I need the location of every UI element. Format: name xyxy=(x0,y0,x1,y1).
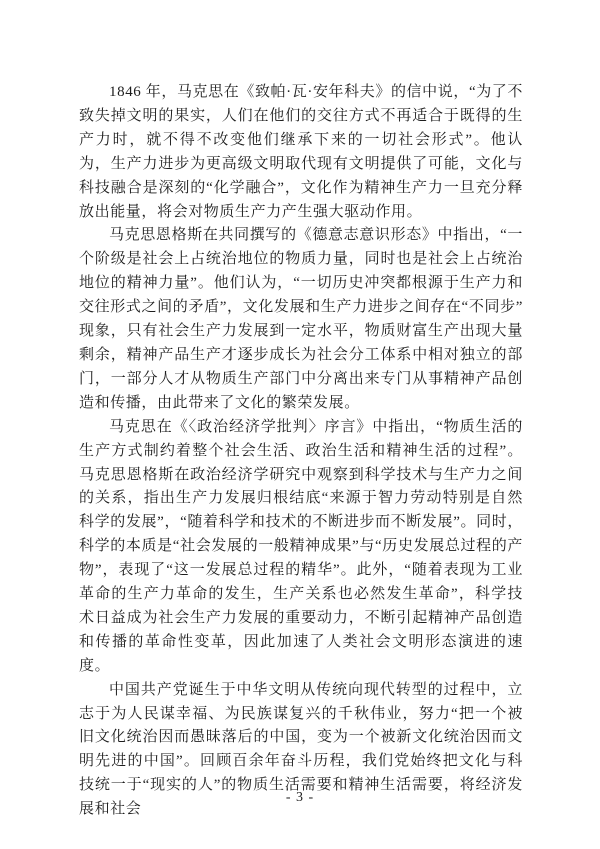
paragraph-3: 马克思在《〈政治经济学批判〉序言》中指出，“物质生活的生产方式制约着整个社会生活、政治生活和精神生活的过程”。马克思恩格斯在政治经济学研究中观察到科学技术与生产力之间的关系，指出生产力发展归根结底“来源于智力劳动特别是自然科学的发展”，“随着科学和技术的不断进步而不断发展”。同时，科学的本质是“社会发展的一般精神成果”与“历史发展总过程的产物”，表现了“这一发展总过程的精华”。此外，“随着表现为工业革命的生产力革命的发生，生产关系也必然发生革命”，科学技术日益成为社会生产力发展的重要动力，不断引起精神产品创造和传播的革命性变革，因此加速了人类社会文明形态演进的速度。 xyxy=(79,418,523,674)
paragraph-4: 中国共产党诞生于中华文明从传统向现代转型的过程中，立志于为人民谋幸福、为民族谋复兴的千秋伟业，努力“把一个被旧文化统治因而愚昧落后的中国，变为一个被新文化统治因而文明先进的中国”。回顾百余年奋斗历程，我们党始终把文化与科技统一于“现实的人”的物质生活需要和精神生活需要，将经济发展和社会 xyxy=(79,681,523,818)
paragraph-1: 1846 年，马克思在《致帕·瓦·安年科夫》的信中说，“为了不致失掉文明的果实，人们在他们的交往方式不再适合于既得的生产力时，就不得不改变他们继承下来的一切社会形式”。他认为，生产力进步为更高级文明取代现有文明提供了可能，文化与科技融合是深刻的“化学融合”，文化作为精神生产力一旦充分释放出能量，将会对物质生产力产生强大驱动作用。 xyxy=(79,84,524,220)
page-number: - 3 - xyxy=(285,790,315,805)
document-body xyxy=(79,81,523,822)
paragraph-2: 马克思恩格斯在共同撰写的《德意志意识形态》中指出，“一个阶级是社会上占统治地位的物质力量，同时也是社会上占统治地位的精神力量”。他们认为，“一切历史冲突都根源于生产力和交往形式之间的矛盾”，文化发展和生产力进步之间存在“不同步”现象，只有社会生产力发展到一定水平，物质财富生产出现大量剩余，精神产品生产才逐步成长为社会分工体系中相对独立的部门，一部分人才从物质生产部门中分离出来专门从事精神产品创造和传播，由此带来了文化的繁荣发展。 xyxy=(79,227,523,411)
